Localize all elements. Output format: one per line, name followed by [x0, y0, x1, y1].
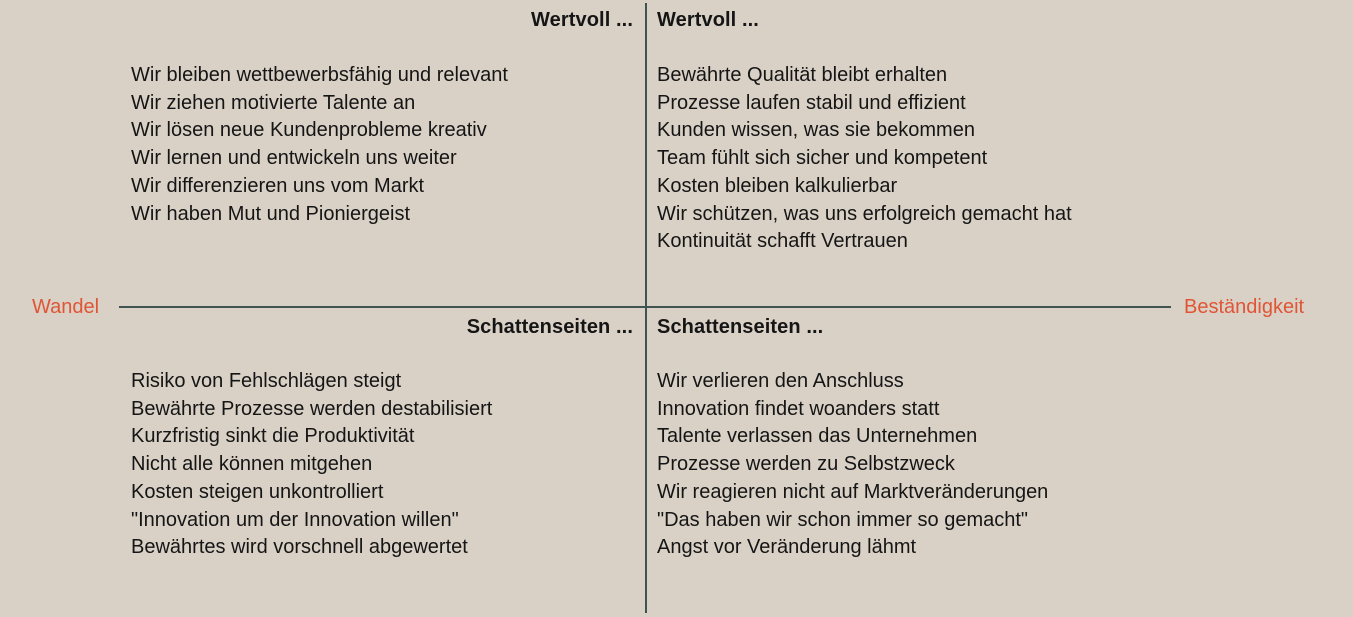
list-item: Talente verlassen das Unternehmen	[657, 425, 978, 448]
list-item: Bewährte Qualität bleibt erhalten	[657, 64, 948, 86]
list-item: Kosten bleiben kalkulierbar	[657, 174, 898, 197]
list-item: Prozesse werden zu Selbstzweck	[657, 453, 955, 476]
list-item: Wir lösen neue Kundenprobleme kreativ	[131, 119, 487, 142]
list-item: Kurzfristig sinkt die Produktivität	[131, 425, 415, 448]
top-right-heading: Wertvoll ...	[657, 9, 759, 31]
list-item: Wir haben Mut und Pioniergeist	[131, 202, 411, 225]
list-item: "Das haben wir schon immer so gemacht"	[657, 508, 1029, 531]
list-item: Kontinuität schafft Vertrauen	[657, 230, 908, 253]
list-item: "Innovation um der Innovation willen"	[131, 508, 459, 531]
bottom-left-list	[131, 368, 492, 562]
list-item: Wir bleiben wettbewerbsfähig und relevant	[131, 64, 508, 86]
list-item: Wir ziehen motivierte Talente an	[131, 91, 416, 114]
list-item: Nicht alle können mitgehen	[131, 453, 373, 476]
left-pole-label: Wandel	[32, 296, 100, 318]
list-item: Kunden wissen, was sie bekommen	[657, 119, 975, 142]
list-item: Bewährte Prozesse werden destabilisiert	[131, 397, 493, 420]
list-item: Risiko von Fehlschlägen steigt	[131, 370, 402, 392]
list-item: Wir differenzieren uns vom Markt	[131, 174, 425, 197]
list-item: Team fühlt sich sicher und kompetent	[657, 147, 988, 170]
top-left-list	[131, 62, 508, 228]
top-right-list	[657, 62, 1072, 256]
list-item: Wir lernen und entwickeln uns weiter	[131, 147, 457, 170]
horizontal-axis	[119, 306, 1171, 308]
list-item: Angst vor Veränderung lähmt	[657, 536, 917, 559]
list-item: Prozesse laufen stabil und effizient	[657, 91, 966, 114]
vertical-divider	[645, 3, 647, 613]
bottom-left-heading: Schattenseiten ...	[466, 316, 633, 338]
list-item: Wir schützen, was uns erfolgreich gemacht hat	[657, 202, 1072, 225]
list-item: Wir reagieren nicht auf Marktveränderungen	[657, 480, 1049, 503]
bottom-right-heading: Schattenseiten ...	[657, 316, 824, 338]
bottom-right-list	[657, 368, 1048, 562]
list-item: Bewährtes wird vorschnell abgewertet	[131, 536, 468, 559]
list-item: Innovation findet woanders statt	[657, 397, 940, 420]
list-item: Kosten steigen unkontrolliert	[131, 480, 384, 503]
right-pole-label: Beständigkeit	[1184, 296, 1305, 318]
top-left-heading: Wertvoll ...	[531, 9, 633, 31]
list-item: Wir verlieren den Anschluss	[657, 370, 904, 392]
